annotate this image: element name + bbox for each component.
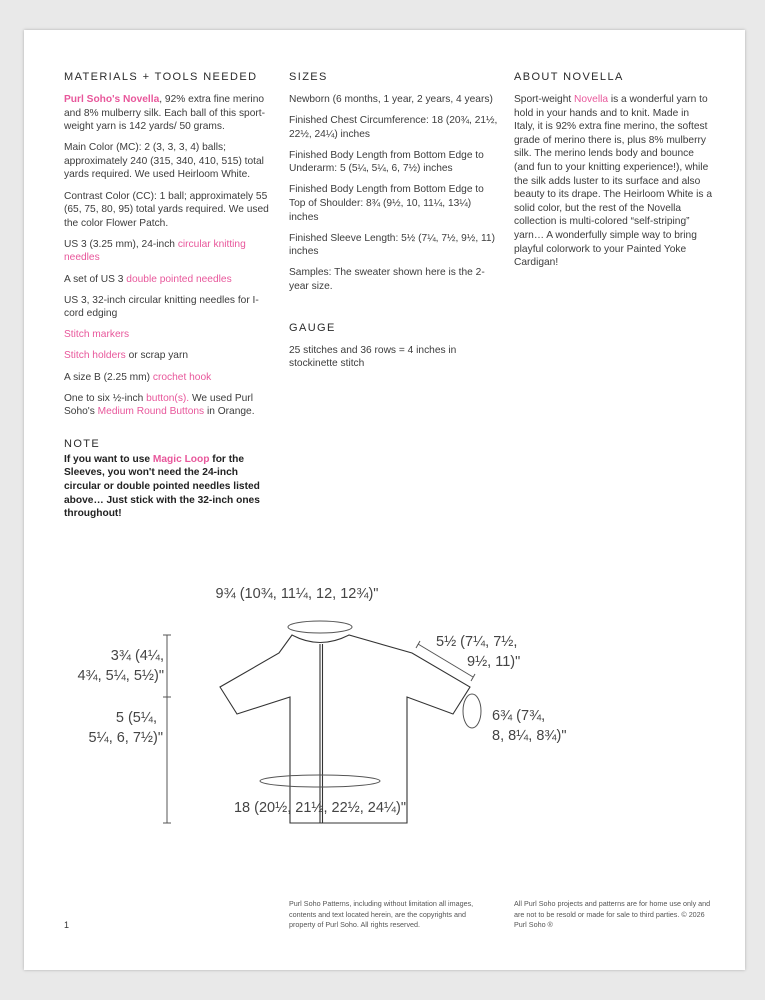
crochet-hook-link[interactable]: crochet hook [152, 371, 212, 383]
neck-width-label: 9¾ (10¾, 11¼, 12, 12¾)" [215, 586, 379, 602]
size-item: Finished Body Length from Bottom Edge to Underarm: 5 (5¼, 5¼, 6, 7½) inches [289, 149, 484, 175]
contrast-color-text: Contrast Color (CC): 1 ball; approximately 55 (65, 75, 80, 95) total yards required. We used the color Flower Patch. [64, 190, 269, 229]
gauge-text: 25 stitches and 36 rows = 4 inches in stockinette stitch [289, 344, 457, 370]
holders-item: Stitch holders or scrap yarn [64, 350, 189, 362]
cuff-label-2: 8, 8¼, 8¾)" [492, 728, 567, 744]
sizes-heading: SIZES [289, 71, 328, 83]
gauge-heading: GAUGE [289, 321, 336, 334]
neck-measure-ellipse [288, 621, 352, 633]
sleeve-length-label: 5½ (7¼, 7½, [436, 634, 518, 650]
size-item: Finished Body Length from Bottom Edge to Top of Shoulder: 8¾ (9½, 10, 11¼, 13¼) inches [289, 184, 484, 223]
sweater-outline [220, 635, 470, 823]
body-length-label: 5 (5¼, [115, 710, 157, 726]
about-heading: ABOUT NOVELLA [514, 71, 624, 83]
hook-item: A size B (2.25 mm) crochet hook [64, 371, 212, 383]
stitch-markers-link[interactable]: Stitch markers [64, 329, 130, 341]
size-item: Samples: The sweater shown here is the 2-year size. [289, 267, 485, 293]
buttons-link[interactable]: button(s). [146, 392, 190, 404]
about-text: Sport-weight Novella is a wonderful yarn to hold in your hands and to knit. Made in Italy, it is 92% extra fine merino, the softest grade of merino there is, plus 8% mulberry silk. The merino lends body and bounce (and fun to your knitting experience!), while the silk adds luster to its surface and also beauty to its drape. The Heirloom White is a solid color, but the rest of the Novella collection is multi-colored “self-striping” yarn… A wonderfully simple way to bring playful colorwork to your Painted Yoke Cardigan! [514, 94, 712, 269]
magic-loop-link[interactable]: Magic Loop [152, 453, 210, 465]
sleeve-length-label-2: 9½, 11)" [467, 654, 521, 670]
materials-heading: MATERIALS + TOOLS NEEDED [64, 71, 258, 83]
copyright-right: All Purl Soho projects and patterns are for home use only and are not to be resold or made for sale to third parties. © 2026 Purl Soho ® [514, 899, 711, 929]
icord-item: US 3, 32-inch circular knitting needles for I-cord edging [64, 294, 259, 320]
dpn-link[interactable]: double pointed needles [126, 273, 232, 285]
needles-item: US 3 (3.25 mm), 24-inch circular knitting needles [64, 238, 246, 264]
chest-width-label: 18 (20½, 21½, 22½, 24¼)" [233, 800, 407, 816]
yoke-depth-label-2: 4¾, 5¼, 5½)" [77, 668, 164, 684]
dpn-item: A set of US 3 double pointed needles [64, 273, 232, 285]
note-heading: NOTE [64, 437, 101, 450]
body-length-label-2: 5¼, 6, 7½)" [88, 730, 163, 746]
buttons-item: One to six ½-inch button(s). We used Purl Soho's Medium Round Buttons in Orange. [64, 392, 255, 418]
novella-link[interactable]: Novella [574, 94, 609, 105]
main-color-text: Main Color (MC): 2 (3, 3, 3, 4) balls; approximately 240 (315, 340, 410, 515) total yards required. We used Heirloom White. [64, 142, 264, 181]
yarn-paragraph: Purl Soho's Novella, 92% extra fine merino and 8% mulberry silk. Each ball of this sport-weight yarn is 142 yards/ 50 grams. [64, 94, 266, 133]
cuff-measure-ellipse [463, 694, 481, 728]
yoke-depth-label: 3¾ (4¼, [110, 648, 164, 664]
stitch-holders-link[interactable]: Stitch holders [64, 350, 126, 362]
page-number: 1 [64, 920, 70, 930]
size-item: Finished Chest Circumference: 18 (20¾, 21½, 22½, 24¼) inches [289, 115, 498, 140]
cuff-label: 6¾ (7¾, [492, 708, 546, 724]
size-item: Newborn (6 months, 1 year, 2 years, 4 years) [289, 94, 493, 105]
yarn-link[interactable]: Purl Soho's Novella [64, 94, 160, 105]
size-item: Finished Sleeve Length: 5½ (7¼, 7½, 9½, 11) inches [289, 232, 495, 258]
pattern-page [24, 30, 745, 970]
circular-needles-link[interactable]: circular knitting needles [64, 238, 246, 264]
copyright-left: Purl Soho Patterns, including without limitation all images, contents and text located herein, are the copyrights and property of Purl Soho. All rights reserved. [289, 899, 474, 929]
round-buttons-link[interactable]: Medium Round Buttons [97, 406, 205, 418]
sweater-schematic [24, 30, 745, 970]
note-text: If you want to use Magic Loop for the Sleeves, you won't need the 24-inch circular or double pointed needles listed above… Just stick with the 32-inch ones throughout! [64, 453, 260, 520]
